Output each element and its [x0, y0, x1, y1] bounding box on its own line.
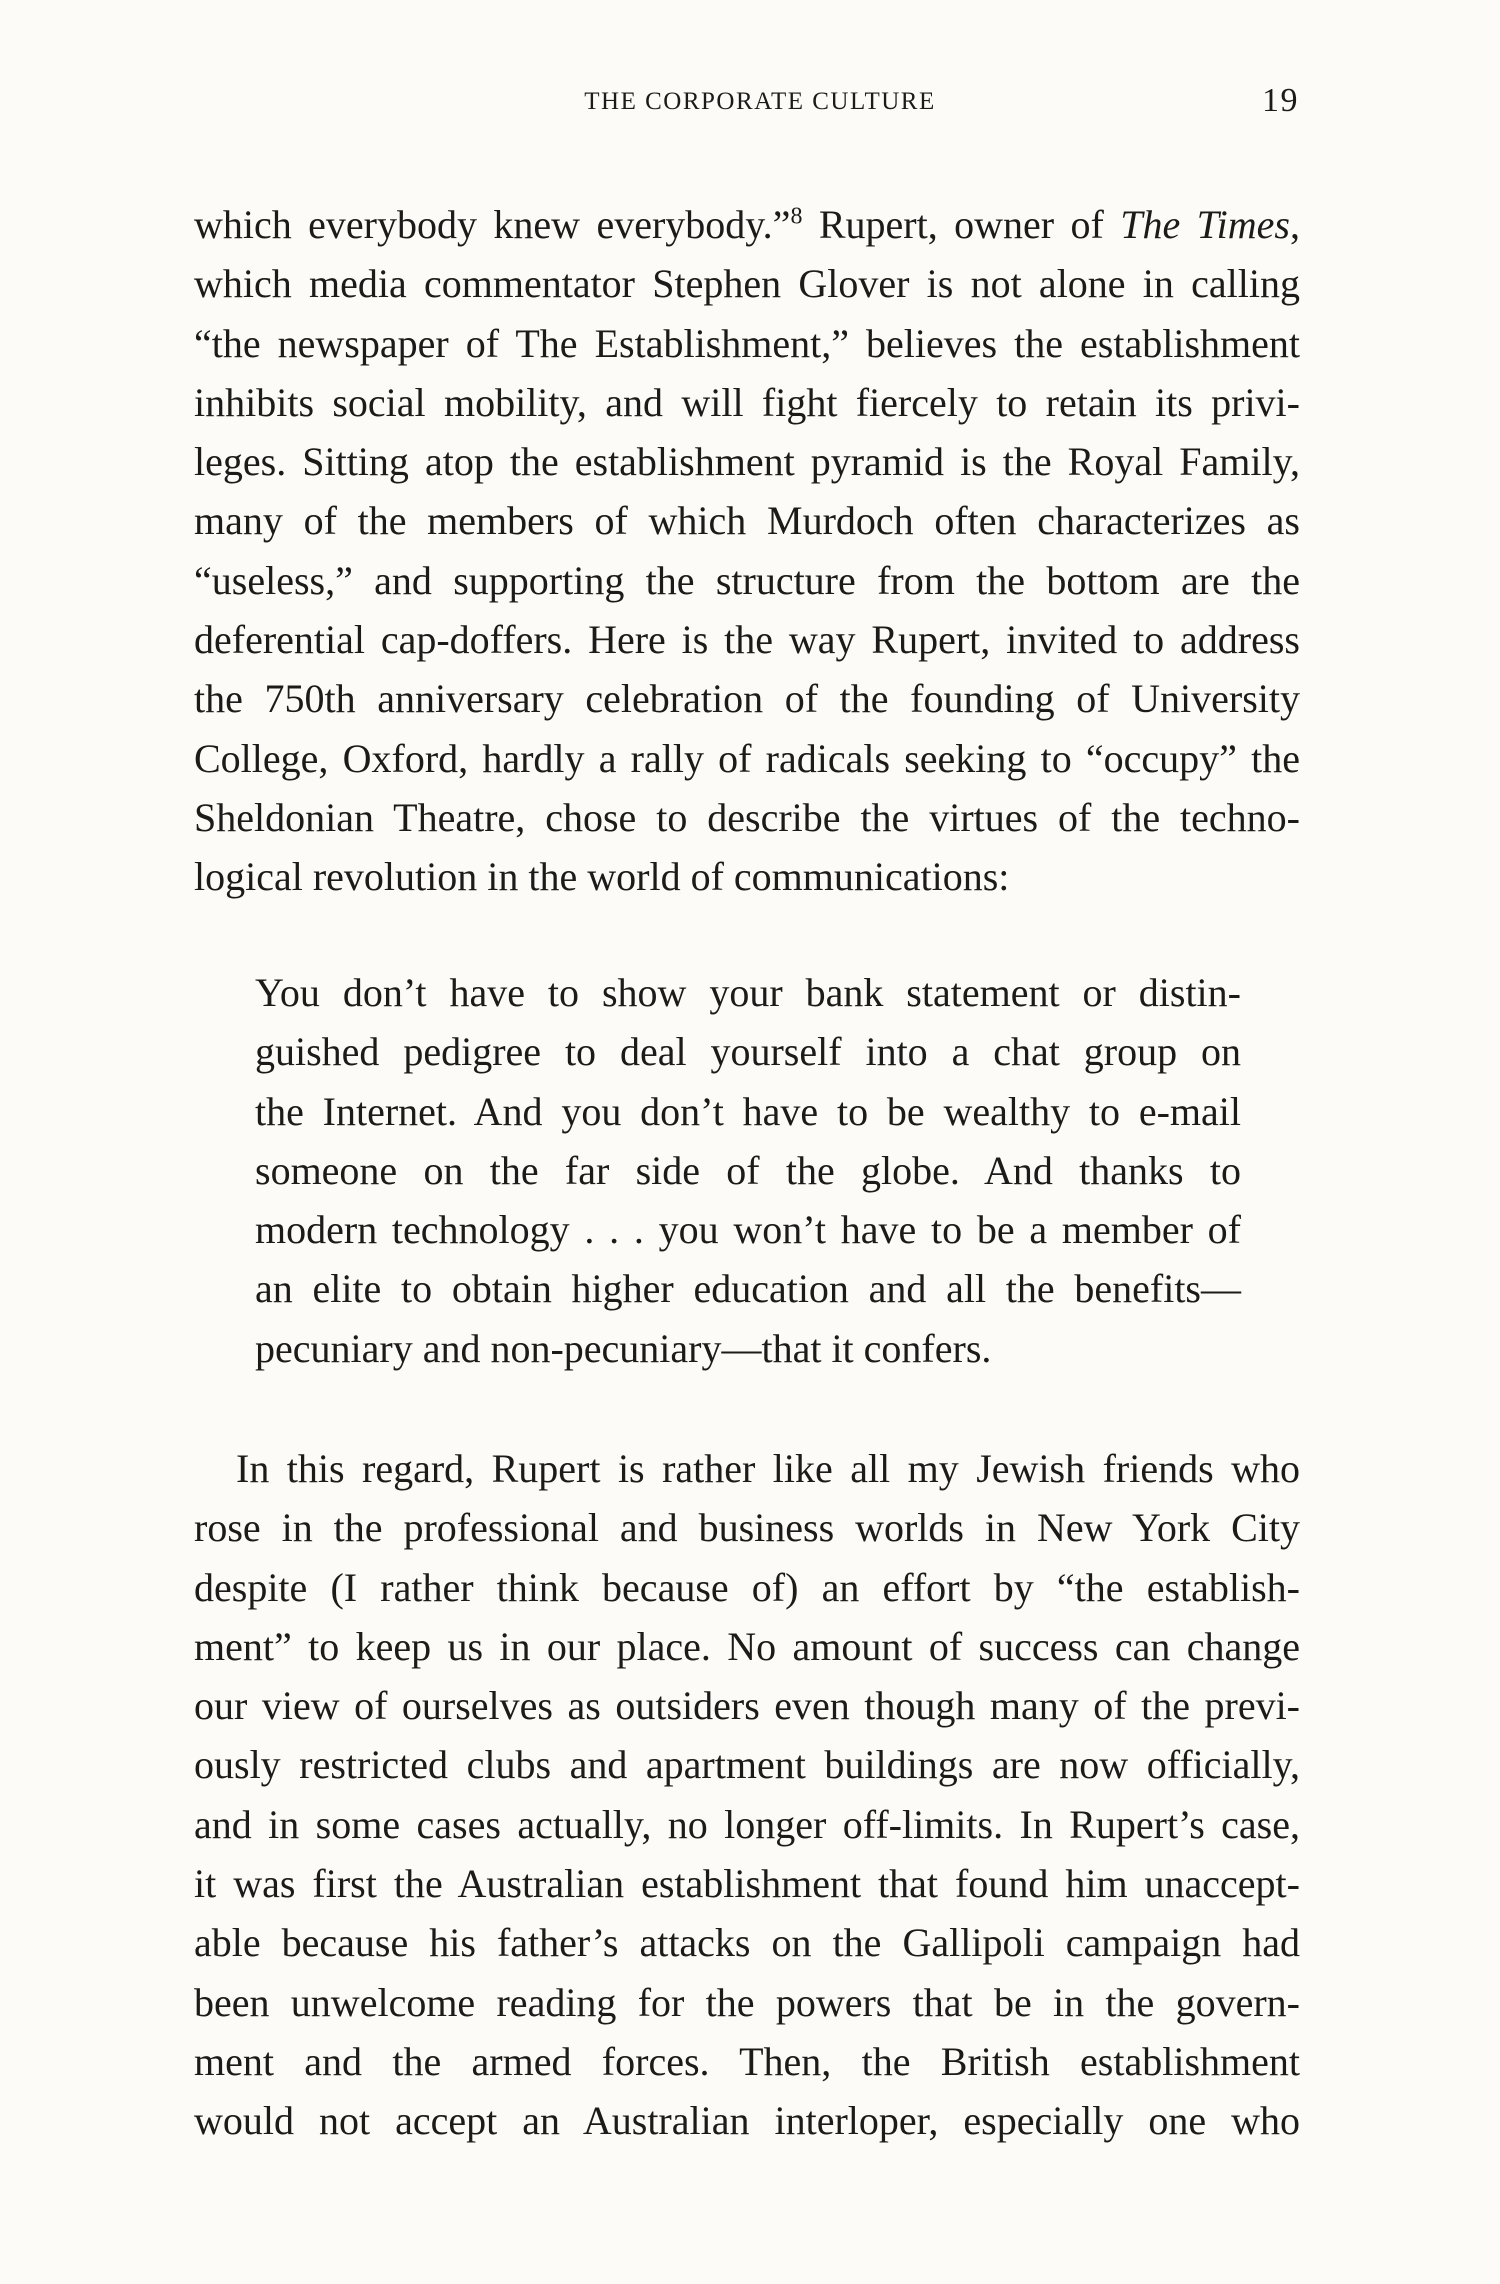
- text-line: In this regard, Rupert is rather like all my Jewish friends who: [236, 1446, 1300, 1491]
- text-line: someone on the far side of the globe. And thanks to: [255, 1147, 1241, 1193]
- publication-title: The Times: [1120, 202, 1290, 247]
- text-line: College, Oxford, hardly a rally of radicals seeking to “occupy” the: [194, 735, 1300, 781]
- text-line: rose in the professional and business worlds in New York City: [194, 1505, 1300, 1551]
- running-title: THE CORPORATE CULTURE: [584, 88, 936, 115]
- text-line: ment” to keep us in our place. No amount of success can change: [194, 1623, 1300, 1669]
- text-line: leges. Sitting atop the establishment pyramid is the Royal Family,: [194, 439, 1300, 485]
- text-line: would not accept an Australian interloper, especially one who: [194, 2098, 1300, 2144]
- text-line: able because his father’s attacks on the Gallipoli campaign had: [194, 1920, 1300, 1966]
- text-line: logical revolution in the world of communications:: [194, 854, 1010, 900]
- text-line: ment and the armed forces. Then, the British establishment: [194, 2038, 1300, 2084]
- text-line: modern technology . . . you won’t have to be a member of: [255, 1207, 1241, 1253]
- text-line: the 750th anniversary celebration of the founding of University: [194, 676, 1300, 722]
- page-number: 19: [1262, 82, 1299, 119]
- text-line: inhibits social mobility, and will fight fiercely to retain its privi-: [194, 379, 1300, 425]
- text-line: it was first the Australian establishment that found him unaccept-: [194, 1861, 1300, 1907]
- footnote-marker: 8: [790, 203, 803, 230]
- text-line: ously restricted clubs and apartment buildings are now officially,: [194, 1742, 1300, 1788]
- text-line: an elite to obtain higher education and all the benefits—: [255, 1266, 1241, 1312]
- paragraph-2: [194, 1439, 1300, 2151]
- text-run: ,: [1290, 202, 1300, 247]
- text-line: and in some cases actually, no longer off-limits. In Rupert’s case,: [194, 1801, 1300, 1847]
- text-line: been unwelcome reading for the powers that be in the govern-: [194, 1979, 1300, 2025]
- text-line: despite (I rather think because of) an effort by “the establish-: [194, 1564, 1300, 1610]
- text-line: “useless,” and supporting the structure from the bottom are the: [194, 557, 1300, 603]
- text-line: many of the members of which Murdoch often characterizes as: [194, 498, 1300, 544]
- text-run: which everybody knew everybody.”: [194, 202, 791, 247]
- text-line: guished pedigree to deal yourself into a chat group on: [255, 1029, 1241, 1075]
- text-line: the Internet. And you don’t have to be wealthy to e-mail: [255, 1088, 1241, 1134]
- text-line: pecuniary and non-pecuniary—that it confers.: [255, 1325, 992, 1371]
- text-line: deferential cap-doffers. Here is the way Rupert, invited to address: [194, 617, 1300, 663]
- text-run: Rupert, owner of: [802, 202, 1121, 247]
- text-line: which media commentator Stephen Glover is not alone in calling: [194, 261, 1300, 307]
- paragraph-1: [194, 195, 1300, 907]
- text-line: You don’t have to show your bank statement or distin-: [255, 970, 1241, 1015]
- text-line: [194, 195, 1300, 254]
- block-quote: [255, 963, 1241, 1378]
- text-line: “the newspaper of The Establishment,” believes the establishment: [194, 320, 1300, 366]
- text-line: our view of ourselves as outsiders even though many of the previ-: [194, 1683, 1300, 1729]
- text-line: Sheldonian Theatre, chose to describe the virtues of the techno-: [194, 794, 1300, 840]
